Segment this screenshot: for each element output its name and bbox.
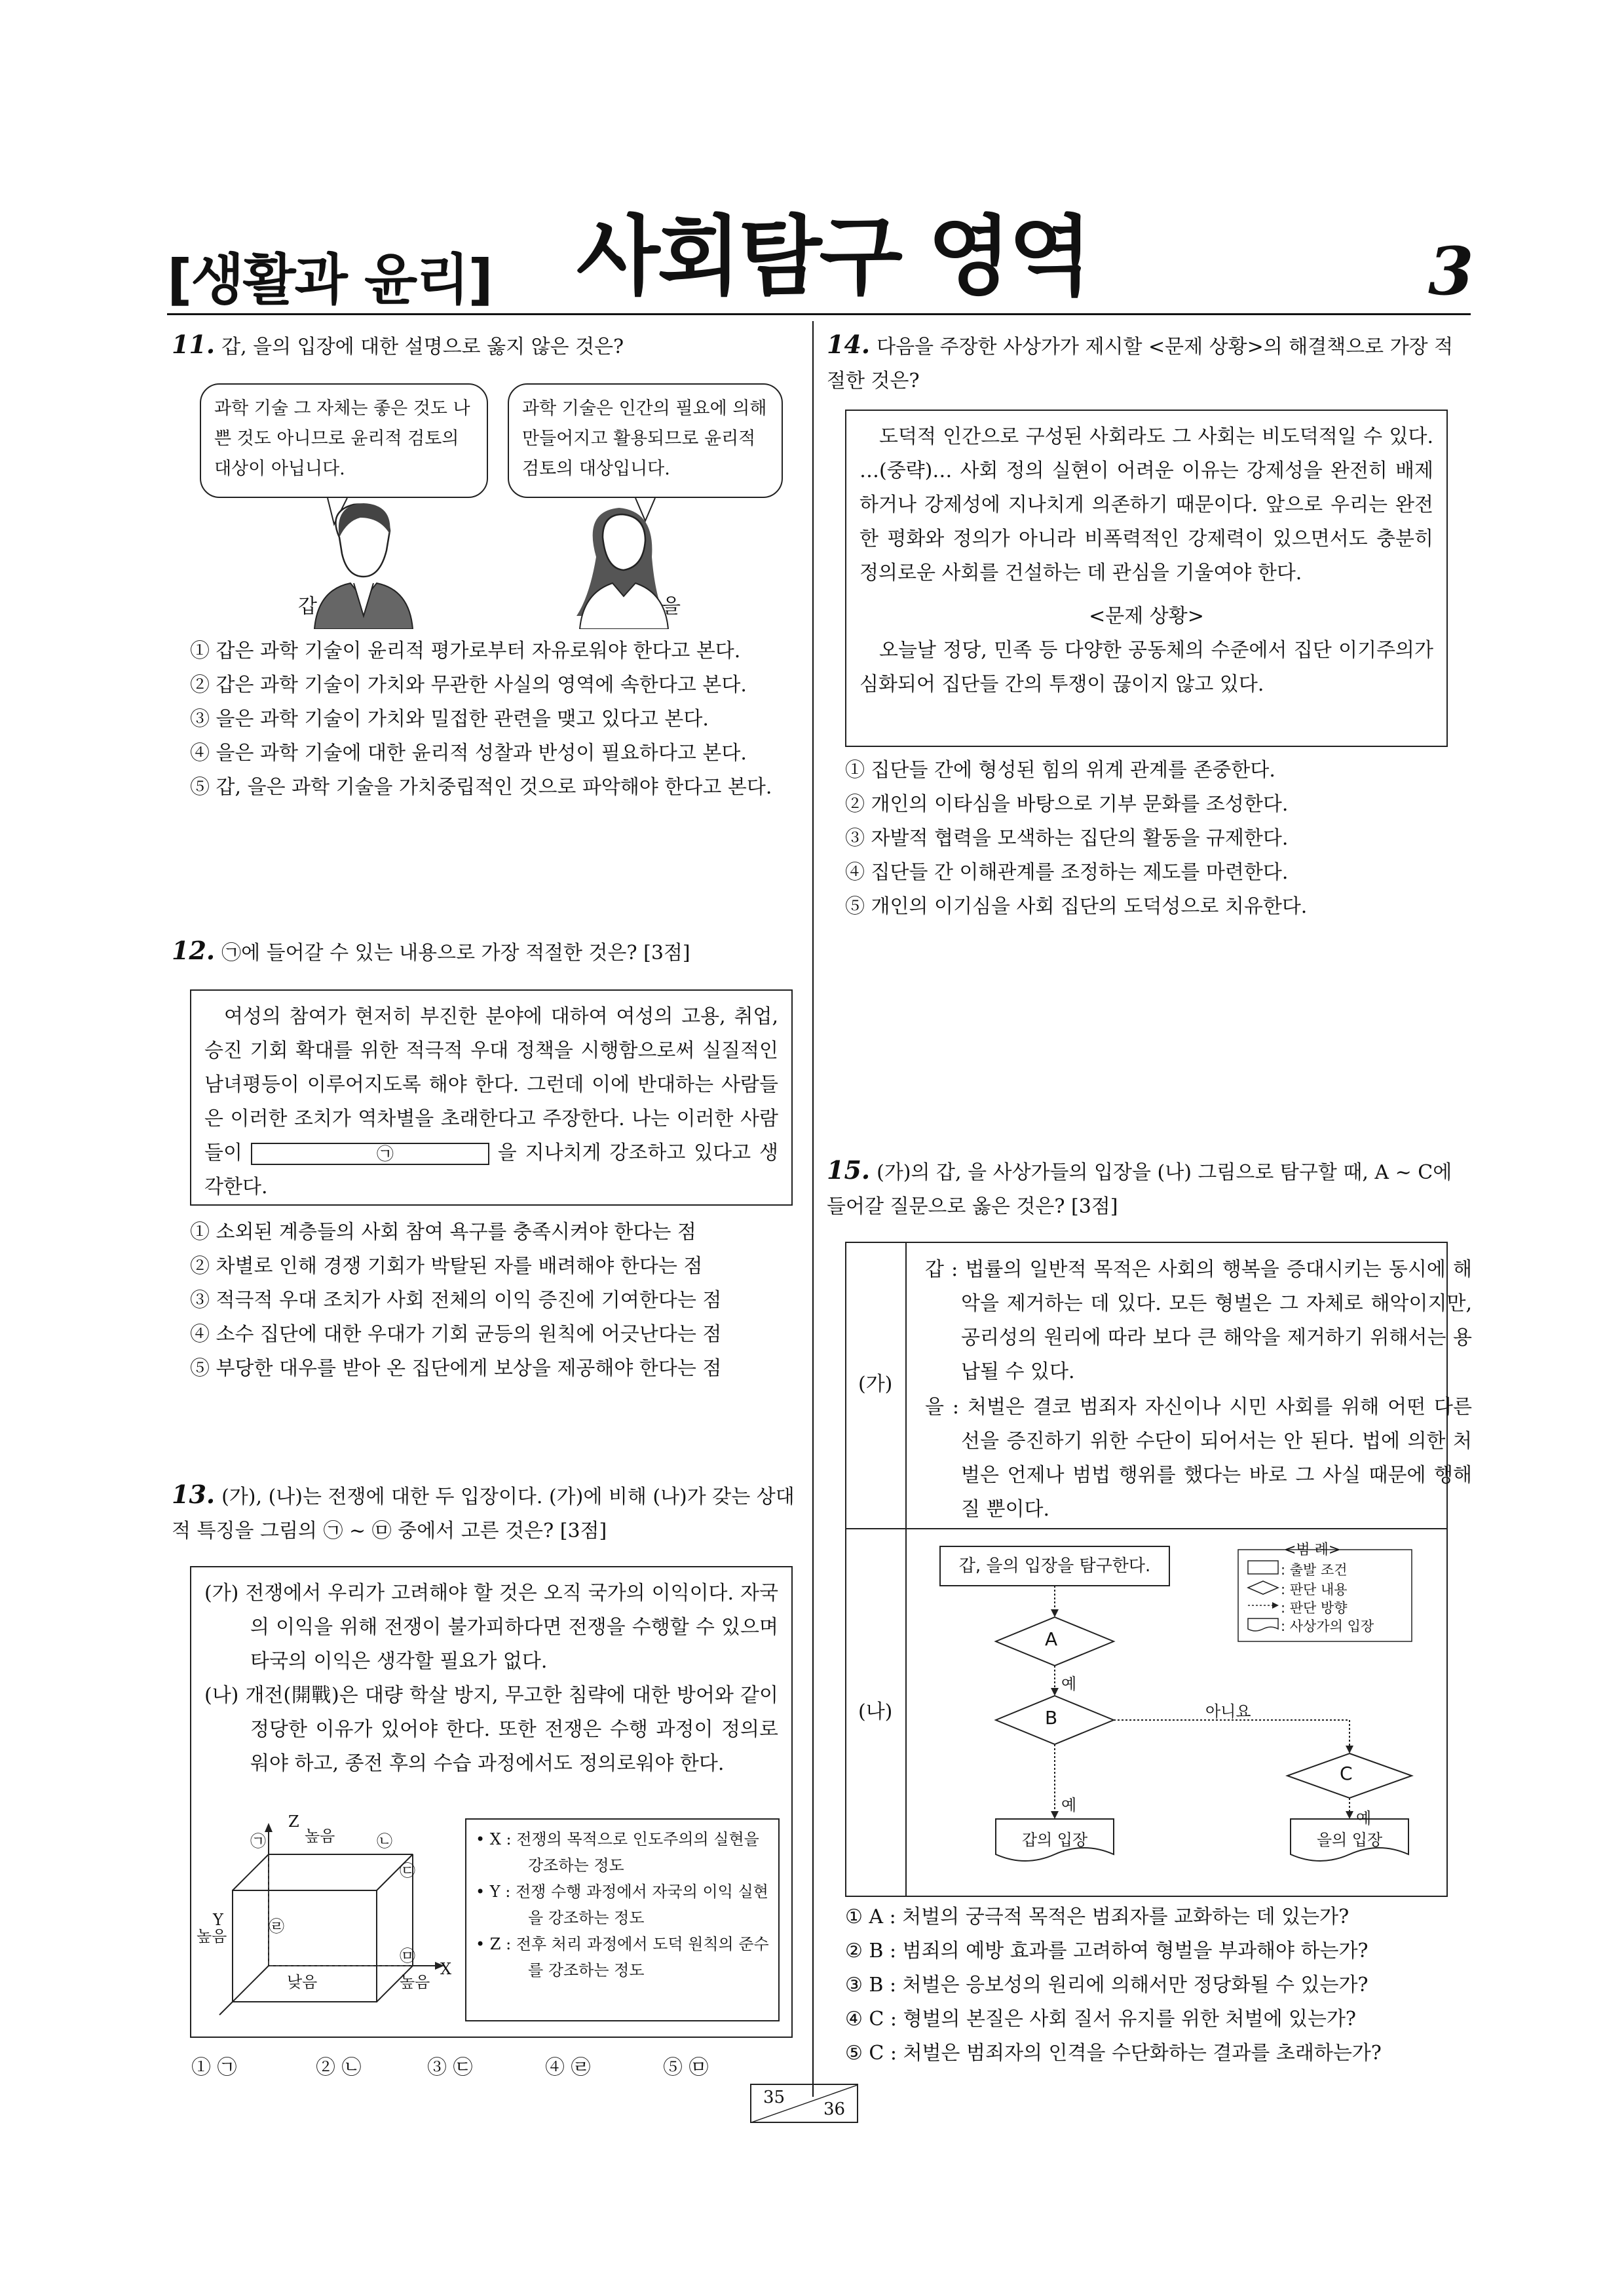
q12-passage-box [190,989,793,1206]
option-4[interactable]: ④ 을은 과학 기술에 대한 윤리적 성찰과 반성이 필요하다고 본다. [190,742,747,765]
na-text: 개전(開戰)은 대량 학살 방지, 무고한 침략에 대한 방어와 같이 정당한 이유가 있어야 한다. 또한 전쟁은 수행 과정이 정의로워야 하고, 종전 후의 수습 과정에서도 정의로워야 한다. [245,1684,778,1775]
end-eul-label: 을의 입장 [1316,1831,1383,1849]
legend-x: • X : 전쟁의 목적으로 인도주의의 실현을 강조하는 정도 [476,1830,759,1875]
option-1[interactable]: ① 집단들 간에 형성된 힘의 위계 관계를 존중한다. [845,759,1275,782]
option-4[interactable]: ④ 집단들 간 이해관계를 조정하는 제도를 마련한다. [845,861,1289,884]
option-1[interactable]: ① 소외된 계층들의 사회 참여 욕구를 충족시켜야 한다는 점 [190,1221,696,1244]
q12-options [190,1215,799,1386]
question-stem: (가)의 갑, 을 사상가들의 입장을 (나) 그림으로 탐구할 때, A ~ C에 들어갈 질문으로 옳은 것은? [3점] [827,1161,1452,1218]
ga-text: 전쟁에서 우리가 고려해야 할 것은 오직 국가의 이익이다. 자국의 이익을 위해 전쟁이 불가피하다면 전쟁을 수행할 수 있으며 타국의 이익은 생각할 필요가 없다. [245,1582,778,1673]
axis-z-label: Z [288,1812,299,1831]
node-c: C [1340,1763,1353,1784]
option-5[interactable]: ⑤ ㉤ [663,2056,709,2079]
blank-box [251,1143,489,1165]
legend-z: • Z : 전후 처리 과정에서 도덕 원칙의 준수를 강조하는 정도 [476,1935,769,1980]
point-2: ㉡ [377,1832,392,1850]
q13-ga [204,1577,778,1679]
question-number: 15. [827,1155,871,1185]
option-1[interactable]: ① 갑은 과학 기술이 윤리적 평가로부터 자유로워야 한다고 본다. [190,640,741,662]
point-4: ㉣ [269,1917,284,1936]
q15-options [845,1900,1454,2071]
origin-low-label: 낮음 [287,1973,318,1991]
problem-title: <문제 상황> [1089,605,1204,628]
option-3[interactable]: ③ 자발적 협력을 모색하는 집단의 활동을 규제한다. [845,827,1289,850]
page-number: 3 [1428,233,1474,310]
q12-passage-part-a: 여성의 참여가 현저히 부진한 분야에 대하여 여성의 고용, 취업, 승진 기회 확대를 위한 적극적 우대 정책을 시행함으로써 실질적인 남녀평등이 이루어지도록 해야 한다. 그런데 이에 반대하는 사람들은 이러한 조치가 역차별을 초래한다고 주장한다. 나는 이러한 사람들이 [204,1005,778,1164]
na-label: (나) [204,1684,239,1707]
yes-label-a: 예 [1061,1675,1077,1693]
option-2[interactable]: ② ㉡ [316,2056,362,2079]
question-13 [172,1478,801,1548]
question-number: 11. [172,330,216,359]
legend-arrow: : 판단 방향 [1281,1600,1348,1616]
option-5[interactable]: ⑤ C : 처벌은 범죄자의 인격을 수단화하는 결과를 초래하는가? [845,2042,1382,2065]
legend-title: <범 례> [1284,1542,1341,1558]
ga-label: (가) [204,1582,239,1605]
q14-options [845,754,1454,924]
column-divider [812,321,814,2097]
no-label: 아니요 [1205,1702,1251,1721]
q14-passage: 도덕적 인간으로 구성된 사회라도 그 사회는 비도덕적일 수 있다. …(중략)… 사회 정의 실현이 어려운 이유는 강제성을 완전히 배제하거나 강제성에 지나치게 의존하기 때문이다. 앞으로 우리는 완전한 평화와 정의가 아니라 비폭력적인 강제력이 있으면서도 충분히 정의로운 사회를 건설하는 데 관심을 기울여야 한다. [859,425,1433,584]
q13-na [204,1679,778,1781]
eul-label: 을 : [925,1396,960,1419]
gap-statement [925,1253,1472,1389]
subject-title: [생활과 윤리] [167,248,492,312]
axis-x-label: X [440,1960,452,1978]
gap-text: 법률의 일반적 목적은 사회의 행복을 증대시키는 동시에 해악을 제거하는 데 있다. 모든 형벌은 그 자체로 해악이지만, 공리성의 원리에 따라 보다 큰 해악을 제거하기 위해서는 용납될 수 있다. [961,1258,1472,1383]
problem-text: 오늘날 정당, 민족 등 다양한 공동체의 수준에서 집단 이기주의가 심화되어 집단들 간의 투쟁이 끊이지 않고 있다. [859,639,1433,696]
eul-text: 처벌은 결코 범죄자 자신이나 시민 사회를 위해 어떤 다른 선을 증진하기 위한 수단이 되어서는 안 된다. 법에 의한 처벌은 언제나 범법 행위를 했다는 바로 그 사실 때문에 행해질 뿐이다. [961,1396,1472,1521]
option-3[interactable]: ③ 적극적 우대 조치가 사회 전체의 이익 증진에 기여한다는 점 [190,1289,722,1312]
option-2[interactable]: ② 개인의 이타심을 바탕으로 기부 문화를 조성한다. [845,793,1289,816]
axis-y-label: Y [213,1911,223,1929]
option-4[interactable]: ④ ㉣ [545,2056,591,2079]
point-5: ㉤ [400,1947,415,1965]
cube-legend-box [465,1818,780,2021]
y-axis [219,1966,269,2015]
option-2[interactable]: ② B : 범죄의 예방 효과를 고려하여 형벌을 부과해야 하는가? [845,1940,1369,1962]
option-3[interactable]: ③ B : 처벌은 응보성의 원리에 의해서만 정당화될 수 있는가? [845,1974,1369,1997]
question-stem: 다음을 주장한 사상가가 제시할 <문제 상황>의 해결책으로 가장 적절한 것은? [827,335,1454,392]
question-stem: 갑, 을의 입장에 대한 설명으로 옳지 않은 것은? [221,335,624,358]
node-a: A [1045,1628,1058,1650]
blank-label: ㉠ [376,1145,394,1164]
x-high-label: 높음 [400,1973,430,1991]
option-4[interactable]: ④ 소수 집단에 대한 우대가 기회 균등의 원칙에 어긋난다는 점 [190,1323,722,1346]
question-14 [827,328,1456,398]
option-5[interactable]: ⑤ 갑, 을은 과학 기술을 가치중립적인 것으로 파악해야 한다고 본다. [190,776,772,799]
question-stem: ㉠에 들어갈 수 있는 내용으로 가장 적절한 것은? [3점] [221,942,690,965]
woman-figure-icon [576,508,668,629]
label-gap: 갑 [298,595,317,618]
header-rule [167,313,1471,315]
option-1[interactable]: ① ㉠ [191,2056,237,2079]
q12-passage [204,1000,778,1204]
question-11 [172,328,801,364]
ga-label: (가) [858,1373,893,1396]
label-eul: 을 [662,595,681,618]
speech-bubble-gap: 과학 기술 그 자체는 좋은 것도 나쁜 것도 아니므로 윤리적 검토의 대상이 아닙니다. [200,383,488,498]
yes-label-c: 예 [1356,1809,1372,1827]
start-label: 갑, 을의 입장을 탐구한다. [958,1556,1151,1576]
page-total: 36 [823,2099,846,2119]
exam-section-title: 사회탐구 영역 [576,206,1090,307]
speech-bubble-eul: 과학 기술은 인간의 필요에 의해 만들어지고 활용되므로 윤리적 검토의 대상입니다. [508,383,783,498]
option-4[interactable]: ④ C : 형벌의 본질은 사회 질서 유지를 위한 처벌에 있는가? [845,2008,1356,2031]
z-high-label: 높음 [305,1827,335,1845]
end-gap-label: 갑의 입장 [1021,1831,1088,1849]
point-1: ㉠ [250,1832,266,1850]
question-number: 14. [827,330,871,359]
question-stem: (가), (나)는 전쟁에 대한 두 입장이다. (가)에 비해 (나)가 갖는 상대적 특징을 그림의 ㉠ ~ ㉤ 중에서 고른 것은? [3점] [172,1485,795,1542]
na-label: (나) [858,1700,893,1723]
question-12 [172,934,801,970]
eul-statement [925,1390,1472,1527]
man-figure-icon [314,503,413,629]
q12-passage-part-b: 을 지나치게 강조하고 있다고 생각한다. [204,1141,778,1198]
question-15 [827,1153,1456,1224]
q14-passage-box [845,410,1448,747]
point-3: ㉢ [400,1862,415,1880]
q15-row-divider [846,1528,1446,1529]
y-high-label: 높음 [197,1927,227,1945]
legend-y: • Y : 전쟁 수행 과정에서 자국의 이익 실현을 강조하는 정도 [476,1883,768,1927]
page-current: 35 [763,2088,785,2107]
legend-end: : 사상가의 입장 [1281,1618,1374,1634]
option-2[interactable]: ② 차별로 인해 경쟁 기회가 박탈된 자를 배려해야 한다는 점 [190,1255,703,1278]
question-number: 13. [172,1480,216,1509]
legend-decision: : 판단 내용 [1281,1582,1348,1598]
yes-label-b: 예 [1061,1796,1077,1814]
q11-options [190,634,799,805]
page-indicator [750,2084,858,2123]
question-number: 12. [172,936,216,965]
option-5[interactable]: ⑤ 부당한 대우를 받아 온 집단에게 보상을 제공해야 한다는 점 [190,1357,722,1380]
option-3[interactable]: ③ ㉢ [427,2056,473,2079]
legend-start: : 출발 조건 [1281,1562,1348,1578]
option-5[interactable]: ⑤ 개인의 이기심을 사회 집단의 도덕성으로 치유한다. [845,895,1308,918]
option-3[interactable]: ③ 을은 과학 기술이 가치와 밀접한 관련을 맺고 있다고 본다. [190,708,709,731]
option-2[interactable]: ② 갑은 과학 기술이 가치와 무관한 사실의 영역에 속한다고 본다. [190,674,747,697]
node-b: B [1045,1707,1058,1729]
gap-label: 갑 : [925,1258,958,1281]
option-1[interactable]: ① A : 처벌의 궁극적 목적은 범죄자를 교화하는 데 있는가? [845,1905,1350,1928]
